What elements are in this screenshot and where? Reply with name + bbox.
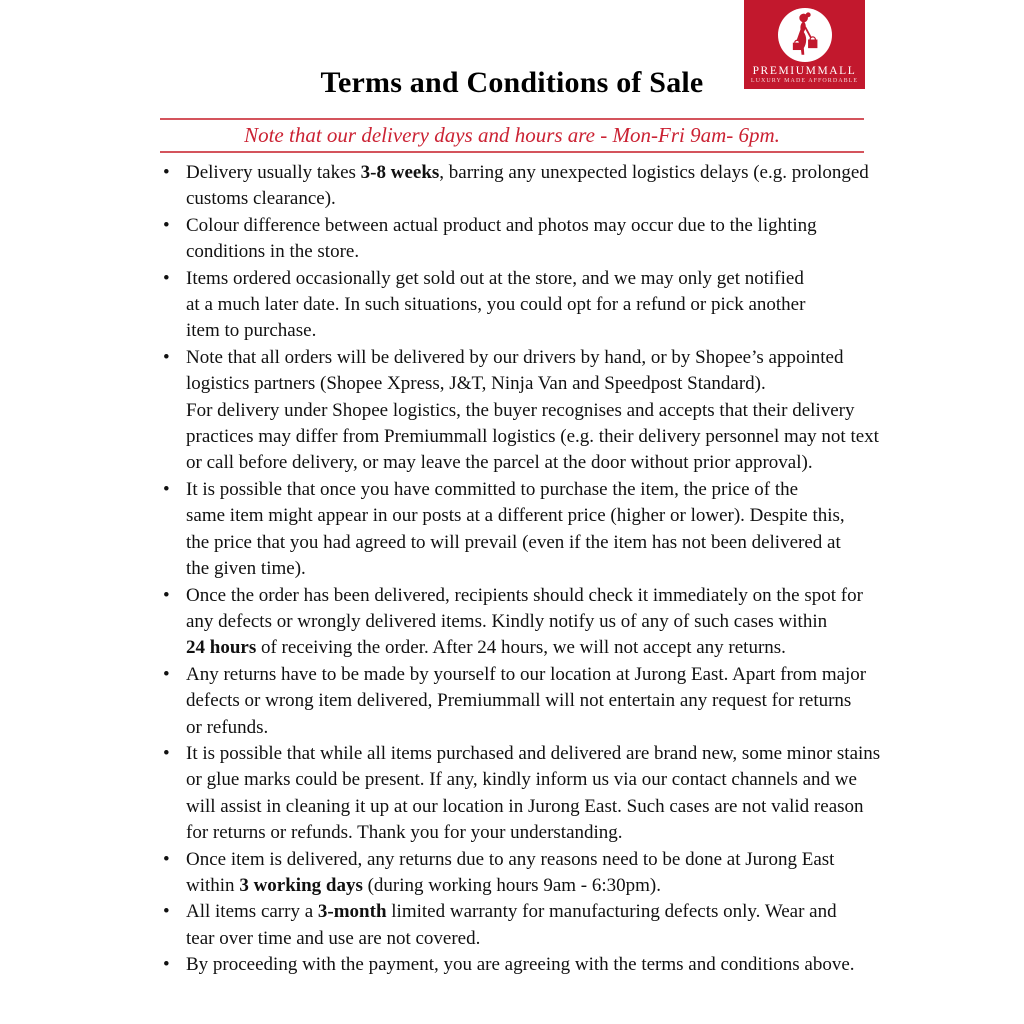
brand-name: PREMIUMMALL xyxy=(752,65,857,77)
list-item: • Items ordered occasionally get sold out at the store, and we may only get notified at a much later date. In such situations, you could opt for a refund or pick another item to purchase. xyxy=(161,266,921,345)
list-item: • It is possible that while all items purchased and delivered are brand new, some minor stains or glue marks could be present. If any, kindly inform us via our contact channels and we will assist in cleaning it up at our location in Jurong East. Such cases are not valid reason for returns or refunds. Thank you for your understanding. xyxy=(161,741,921,847)
divider-top xyxy=(160,118,864,120)
brand-tagline: LUXURY MADE AFFORDABLE xyxy=(750,78,859,84)
list-item: • Once the order has been delivered, recipients should check it immediately on the spot for any defects or wrongly delivered items. Kindly notify us of any of such cases within 24 hours of receiving the order. After 24 hours, we will not accept any returns. xyxy=(161,583,921,662)
page-title: Terms and Conditions of Sale xyxy=(320,66,704,99)
list-item: • It is possible that once you have committed to purchase the item, the price of the same item might appear in our posts at a different price (higher or lower). Despite this, the price that you had agreed to will prevail (even if the item has not been delivered at the given time). xyxy=(161,477,921,583)
list-item: • Delivery usually takes 3-8 weeks, barring any unexpected logistics delays (e.g. prolonged customs clearance). xyxy=(161,160,921,213)
list-item: • All items carry a 3-month limited warranty for manufacturing defects only. Wear and tear over time and use are not covered. xyxy=(161,899,921,952)
shopper-silhouette-icon xyxy=(778,8,832,62)
list-item: • Colour difference between actual product and photos may occur due to the lighting conditions in the store. xyxy=(161,213,921,266)
list-item: • Once item is delivered, any returns due to any reasons need to be done at Jurong East within 3 working days (during working hours 9am - 6:30pm). xyxy=(161,847,921,900)
list-item: • Note that all orders will be delivered by our drivers by hand, or by Shopee’s appointed logistics partners (Shopee Xpress, J&T, Ninja Van and Speedpost Standard). For delivery under Shopee logistics, the buyer recognises and accepts that their delivery practices may differ from Premiummall logistics (e.g. their delivery personnel may not text or call before delivery, or may leave the parcel at the door without prior approval). xyxy=(161,345,921,477)
list-item: • Any returns have to be made by yourself to our location at Jurong East. Apart from major defects or wrong item delivered, Premiummall will not entertain any request for returns or refunds. xyxy=(161,662,921,741)
delivery-note: Note that our delivery days and hours are - Mon-Fri 9am- 6pm. xyxy=(244,123,780,147)
divider-bottom xyxy=(160,151,864,153)
terms-list xyxy=(161,160,921,979)
list-item: • By proceeding with the payment, you are agreeing with the terms and conditions above. xyxy=(161,952,921,978)
